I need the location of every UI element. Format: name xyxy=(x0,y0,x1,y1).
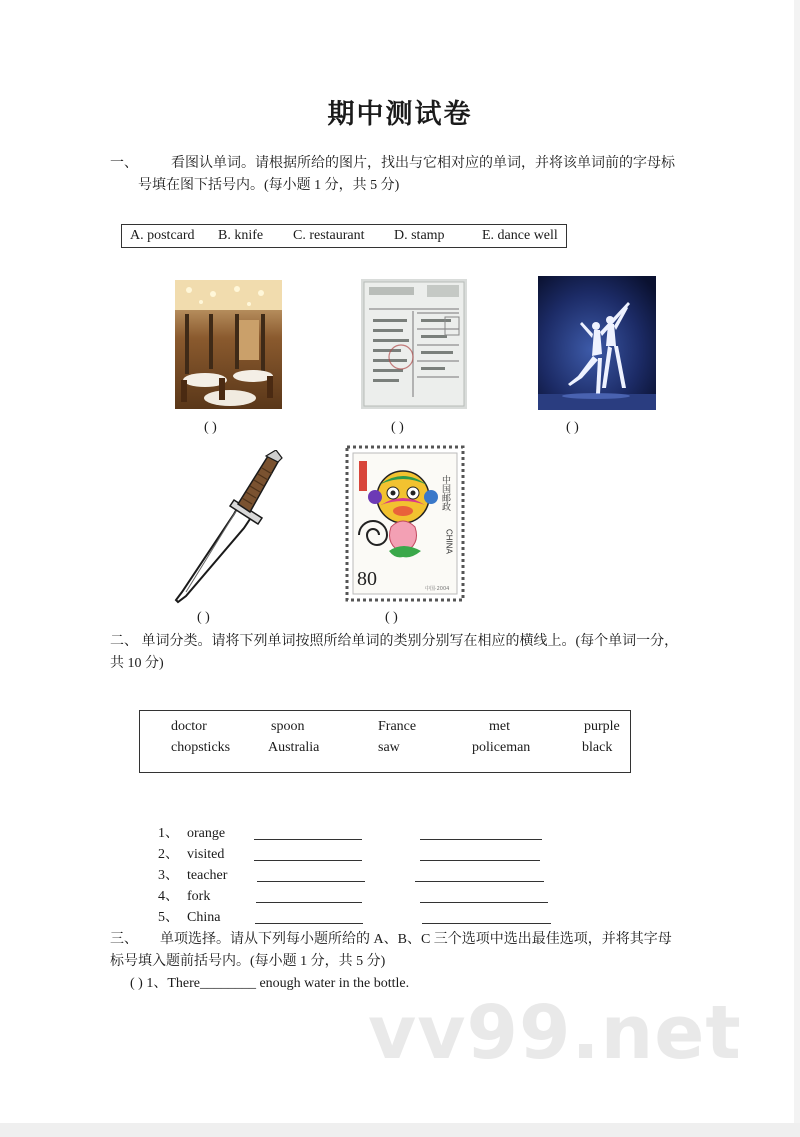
stamp-issue-text: 中国·2004 xyxy=(425,586,450,592)
watermark: vv99.net xyxy=(368,990,742,1076)
item-word: visited xyxy=(187,847,225,862)
option-e: E. dance well xyxy=(482,228,558,243)
item-number: 3、 xyxy=(158,868,179,883)
answer-line[interactable] xyxy=(254,839,362,840)
section3-instruction-line2: 标号填入题前括号内。(每小题 1 分，共 5 分) xyxy=(110,954,386,969)
answer-bracket-4[interactable]: ( ) xyxy=(197,610,210,625)
section1-instruction-line1: 看图认单词。请根据所给的图片，找出与它相对应的单词，并将该单词前的字母标 xyxy=(171,156,675,171)
word-bank-word: doctor xyxy=(171,719,207,734)
section3-instruction-line1: 单项选择。请从下列每小题所给的 A、B、C 三个选项中选出最佳选项，并将其字母 xyxy=(160,932,672,947)
answer-line[interactable] xyxy=(415,881,544,882)
word-bank-word: met xyxy=(489,719,510,734)
option-c: C. restaurant xyxy=(293,228,365,243)
page-bottom-strip xyxy=(0,1123,800,1137)
answer-line[interactable] xyxy=(422,923,551,924)
answer-bracket-5[interactable]: ( ) xyxy=(385,610,398,625)
item-word: China xyxy=(187,910,221,925)
answer-bracket-1[interactable]: ( ) xyxy=(204,420,217,435)
option-b: B. knife xyxy=(218,228,264,243)
word-options-box xyxy=(121,224,567,248)
answer-line[interactable] xyxy=(420,902,548,903)
section1-number: 一、 xyxy=(110,156,138,171)
answer-line[interactable] xyxy=(255,923,363,924)
word-bank-word: spoon xyxy=(271,719,305,734)
item-word: orange xyxy=(187,826,226,841)
item-word: teacher xyxy=(187,868,228,883)
word-bank-word: Australia xyxy=(268,740,320,755)
answer-line[interactable] xyxy=(257,881,365,882)
word-bank-word: France xyxy=(378,719,417,734)
answer-line[interactable] xyxy=(420,860,540,861)
section3-number: 三、 xyxy=(110,932,138,947)
word-bank-word: saw xyxy=(378,740,400,755)
stamp-picture xyxy=(345,445,465,602)
item-word: fork xyxy=(187,889,211,904)
knife-picture xyxy=(172,450,284,606)
page-edge-shadow xyxy=(794,0,800,1137)
dance-picture xyxy=(538,276,656,410)
answer-bracket-2[interactable]: ( ) xyxy=(391,420,404,435)
stamp-value-text: 80 xyxy=(357,568,377,590)
option-d: D. stamp xyxy=(394,228,445,243)
item-number: 2、 xyxy=(158,847,179,862)
stamp-country-text: 中国邮政 xyxy=(440,475,450,511)
word-bank-word: chopsticks xyxy=(171,740,231,755)
answer-line[interactable] xyxy=(420,839,542,840)
answer-bracket-3[interactable]: ( ) xyxy=(566,420,579,435)
postcard-picture xyxy=(361,279,467,409)
question-1: ( ) 1、There________ enough water in the bottle. xyxy=(130,976,410,991)
section2-instruction-line1: 二、 单词分类。请将下列单词按照所给单词的类别分别写在相应的横线上。(每个单词一分， xyxy=(110,634,679,649)
item-number: 5、 xyxy=(158,910,179,925)
restaurant-picture xyxy=(175,280,282,409)
page-title: 期中测试卷 xyxy=(327,99,473,129)
section1-instruction-line2: 号填在图下括号内。(每小题 1 分，共 5 分) xyxy=(138,178,400,193)
word-bank-word: policeman xyxy=(472,740,531,755)
word-bank-word: purple xyxy=(584,719,620,734)
item-number: 1、 xyxy=(158,826,179,841)
option-a: A. postcard xyxy=(130,228,195,243)
word-bank-word: black xyxy=(582,740,613,755)
word-bank-box xyxy=(139,710,631,773)
section2-instruction-line2: 共 10 分) xyxy=(110,656,164,671)
answer-line[interactable] xyxy=(256,902,362,903)
stamp-latin-text: CHINA xyxy=(444,529,454,554)
item-number: 4、 xyxy=(158,889,179,904)
answer-line[interactable] xyxy=(254,860,362,861)
